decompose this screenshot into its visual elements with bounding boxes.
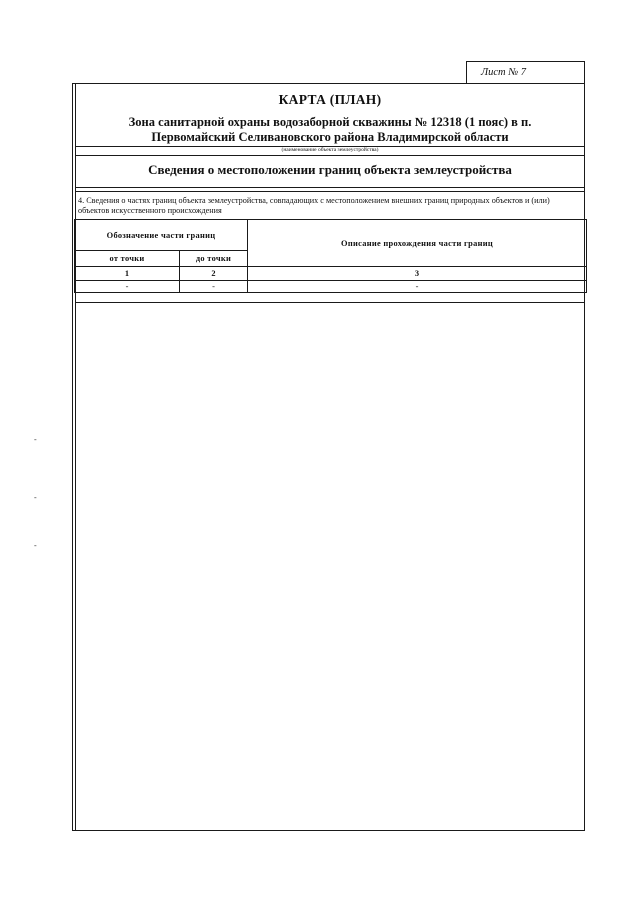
- table-row: [75, 281, 587, 293]
- from-point-cell: -: [75, 281, 180, 293]
- from-point-header: от точки: [75, 251, 180, 267]
- document-frame: [72, 83, 585, 831]
- column-number-2: 2: [180, 267, 248, 281]
- map-title: КАРТА (ПЛАН): [278, 92, 382, 107]
- sheet-number-label: Лист № 7: [481, 67, 527, 78]
- margin-mark: -: [34, 541, 37, 550]
- to-point-header: до точки: [180, 251, 248, 267]
- boundary-parts-table: [74, 219, 587, 293]
- object-name-line-2: Первомайский Селивановского района Владимирской области: [151, 130, 509, 144]
- boundary-designation-header: Обозначение части границ: [75, 220, 248, 251]
- section-paragraph: 4. Сведения о частях границ объекта землеустройства, совпадающих с местоположением внешних границ природных объектов и (или) объектов искусственного происхождения: [78, 196, 550, 215]
- divider: [76, 191, 584, 192]
- table-header-row: [75, 220, 587, 251]
- object-name-caption: (наименование объекта землеустройства): [281, 147, 379, 153]
- margin-mark: -: [34, 435, 37, 444]
- title-block: [76, 84, 584, 146]
- document-inner-frame: [75, 84, 584, 830]
- section-title: Сведения о местоположении границ объекта землеустройства: [148, 162, 512, 177]
- divider: [76, 187, 584, 188]
- divider: [76, 155, 584, 156]
- description-cell: -: [248, 281, 587, 293]
- margin-mark: -: [34, 493, 37, 502]
- divider: [76, 302, 584, 303]
- column-number-1: 1: [75, 267, 180, 281]
- to-point-cell: -: [180, 281, 248, 293]
- object-name-line-1: Зона санитарной охраны водозаборной скважины № 12318 (1 пояс) в п.: [128, 115, 532, 129]
- sheet-number-box: [466, 61, 585, 83]
- column-number-row: [75, 267, 587, 281]
- boundary-description-header: Описание прохождения части границ: [248, 220, 587, 267]
- column-number-3: 3: [248, 267, 587, 281]
